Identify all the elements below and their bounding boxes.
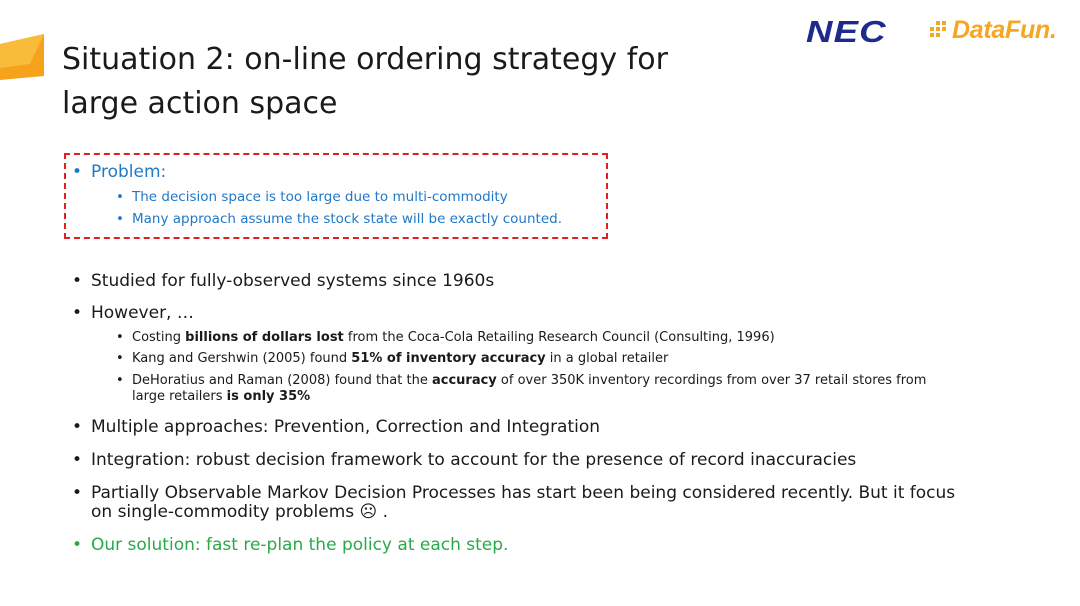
problem-item: • The decision space is too large due to multi-commodity [116,189,508,205]
sub-bullet-item: • DeHoratius and Raman (2008) found that the accuracy of over 350K inventory recordings from over 37 retail stores from [116,373,927,388]
bullet-item: • Multiple approaches: Prevention, Correction and Integration [72,417,601,437]
nec-logo: NEC [806,14,887,49]
bullet-item: • Partially Observable Markov Decision Processes has start been being considered recently. But it focus [72,483,956,503]
bullet-continuation: on single-commodity problems ☹ . [91,502,389,522]
bullet-item: • Studied for fully-observed systems since 1960s [72,271,495,291]
datafun-logo [928,16,1057,45]
sub-bullet-continuation: large retailers is only 35% [132,389,311,404]
datafun-dots-icon [928,20,950,42]
problem-item: • Many approach assume the stock state will be exactly counted. [116,211,563,227]
problem-heading: • Problem: [72,162,167,182]
bullet-item: • Integration: robust decision framework to account for the presence of record inaccuracies [72,450,857,470]
bullet-item: • However, … [72,303,194,323]
sub-bullet-item: • Costing billions of dollars lost from the Coca-Cola Retailing Research Council (Consulting, 1996) [116,330,775,345]
accent-shape [0,34,44,80]
sub-bullet-item: • Kang and Gershwin (2005) found 51% of inventory accuracy in a global retailer [116,351,669,366]
datafun-wordmark: DataFun. [952,16,1057,44]
slide-title: Situation 2: on-line ordering strategy for large action space [62,42,668,121]
solution-bullet: • Our solution: fast re-plan the policy at each step. [72,535,509,555]
